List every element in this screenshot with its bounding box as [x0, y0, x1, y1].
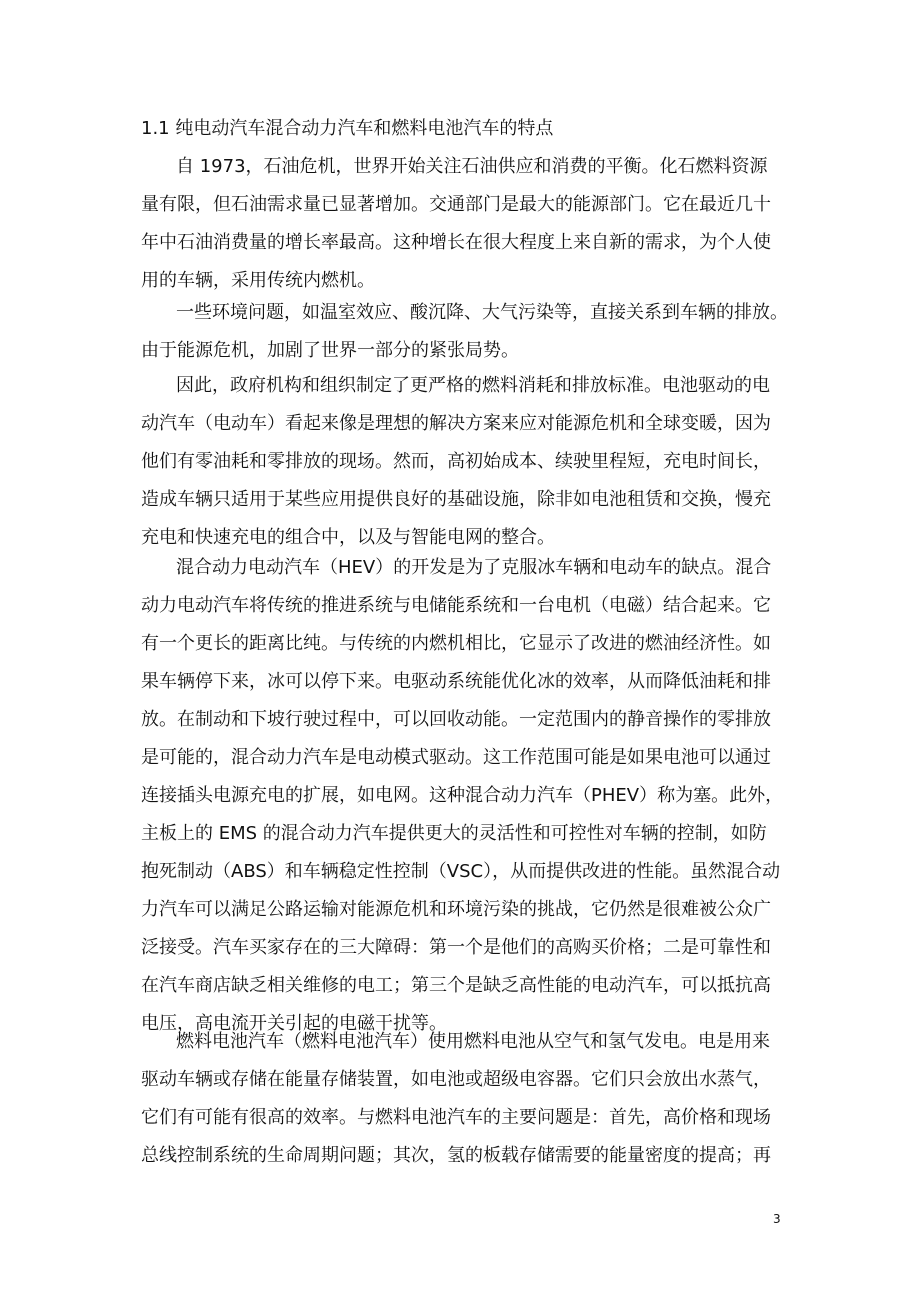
- text-line: 由于能源危机，加剧了世界一部分的紧张局势。: [141, 340, 519, 361]
- paragraph-environment: [141, 301, 801, 377]
- section-heading: 1.1 纯电动汽车混合动力汽车和燃料电池汽车的特点: [141, 118, 554, 139]
- text-line: 有一个更长的距离比纯。与传统的内燃机相比，它显示了改进的燃油经济性。如: [141, 633, 771, 654]
- paragraph-fcev: [141, 1030, 801, 1182]
- text-line: 动汽车（电动车）看起来像是理想的解决方案来应对能源危机和全球变暖，因为: [141, 413, 771, 434]
- text-line: 一些环境问题，如温室效应、酸沉降、大气污染等，直接关系到车辆的排放。: [176, 302, 788, 323]
- page-number: 3: [773, 1212, 781, 1226]
- paragraph-oil-crisis: [141, 155, 801, 307]
- text-line: 用的车辆，采用传统内燃机。: [141, 270, 375, 291]
- text-line: 总线控制系统的生命周期问题；其次，氢的板载存储需要的能量密度的提高；再: [141, 1145, 771, 1166]
- text-line: 果车辆停下来，冰可以停下来。电驱动系统能优化冰的效率，从而降低油耗和排: [141, 671, 771, 692]
- text-line: 电压，高电流开关引起的电磁干扰等。: [141, 1013, 447, 1034]
- text-line: 充电和快速充电的组合中，以及与智能电网的整合。: [141, 527, 555, 548]
- text-line: 在汽车商店缺乏相关维修的电工；第三个是缺乏高性能的电动汽车，可以抵抗高: [141, 975, 771, 996]
- text-line: 它们有可能有很高的效率。与燃料电池汽车的主要问题是：首先，高价格和现场: [141, 1107, 771, 1128]
- paragraph-ev: [141, 374, 801, 564]
- text-line: 因此，政府机构和组织制定了更严格的燃料消耗和排放标准。电池驱动的电: [176, 375, 770, 396]
- text-line: 驱动车辆或存储在能量存储装置，如电池或超级电容器。它们只会放出水蒸气，: [141, 1069, 771, 1090]
- text-line: 力汽车可以满足公路运输对能源危机和环境污染的挑战，它仍然是很难被公众广: [141, 899, 771, 920]
- text-line: 年中石油消费量的增长率最高。这种增长在很大程度上来自新的需求，为个人使: [141, 232, 771, 253]
- text-line: 连接插头电源充电的扩展，如电网。这种混合动力汽车（PHEV）称为塞。此外，: [141, 785, 784, 806]
- text-line: 是可能的，混合动力汽车是电动模式驱动。这工作范围可能是如果电池可以通过: [141, 747, 771, 768]
- text-line: 自 1973，石油危机，世界开始关注石油供应和消费的平衡。化石燃料资源: [176, 156, 768, 177]
- text-line: 他们有零油耗和零排放的现场。然而，高初始成本、续驶里程短，充电时间长，: [141, 451, 771, 472]
- text-line: 抱死制动（ABS）和车辆稳定性控制（VSC），从而提供改进的性能。虽然混合动: [141, 861, 781, 882]
- text-line: 量有限，但石油需求量已显著增加。交通部门是最大的能源部门。它在最近几十: [141, 194, 771, 215]
- paragraph-hev: [141, 556, 801, 1050]
- text-line: 放。在制动和下坡行驶过程中，可以回收动能。一定范围内的静音操作的零排放: [141, 709, 771, 730]
- text-line: 泛接受。汽车买家存在的三大障碍：第一个是他们的高购买价格；二是可靠性和: [141, 937, 771, 958]
- text-line: 动力电动汽车将传统的推进系统与电储能系统和一台电机（电磁）结合起来。它: [141, 595, 771, 616]
- text-line: 混合动力电动汽车（HEV）的开发是为了克服冰车辆和电动车的缺点。混合: [176, 557, 772, 578]
- text-line: 主板上的 EMS 的混合动力汽车提供更大的灵活性和可控性对车辆的控制，如防: [141, 823, 767, 844]
- text-line: 造成车辆只适用于某些应用提供良好的基础设施，除非如电池租赁和交换，慢充: [141, 489, 771, 510]
- text-line: 燃料电池汽车（燃料电池汽车）使用燃料电池从空气和氢气发电。电是用来: [176, 1031, 770, 1052]
